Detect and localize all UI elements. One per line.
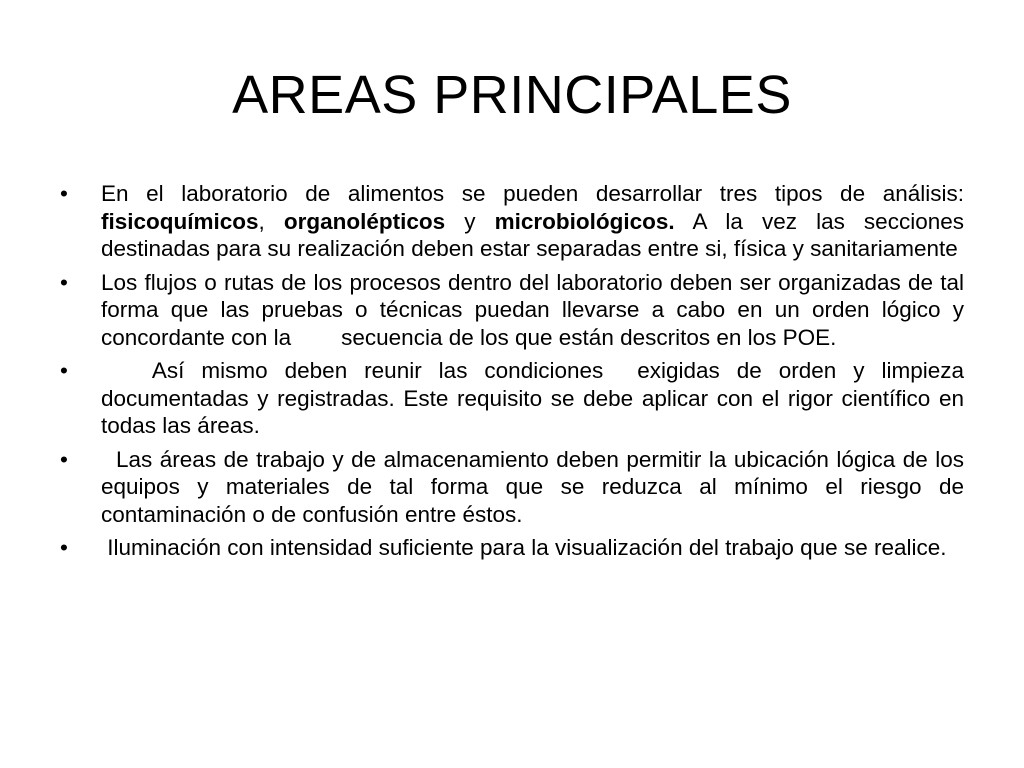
text-segment: Las áreas de trabajo y de almacenamiento deben permitir la ubicación lógica de los equipos y materiales de tal forma que se reduzca al mínimo el riesgo de contaminación o de confusión entre éstos.: [101, 446, 964, 527]
bold-term: fisicoquímicos: [101, 208, 259, 234]
bullet-marker: •: [60, 181, 68, 206]
bullet-item: [60, 446, 964, 529]
text-segment: A la vez las secciones destinadas para su realización deben estar separadas entre si, física y sanitariamente: [101, 208, 964, 261]
bullet-text: [101, 447, 964, 527]
bullet-marker: •: [60, 269, 68, 295]
bullet-item: [60, 269, 964, 352]
text-segment: Iluminación con intensidad suficiente para la visualización del trabajo que se realice.: [101, 535, 947, 560]
bullet-text: [101, 270, 964, 350]
bold-term: organolépticos: [283, 208, 446, 234]
text-segment: En el laboratorio de alimentos se pueden desarrollar tres tipos de análisis:: [101, 181, 964, 206]
bullet-item: [60, 534, 964, 562]
text-segment: Los flujos o rutas de los procesos dentro del laboratorio deben ser organizadas de tal forma que las pruebas o técnicas puedan llevarse a cabo en un orden lógico y concordante con la secuencia de los que están descritos en los POE.: [101, 269, 964, 350]
text-segment: Así mismo deben reunir las condiciones exigidas de orden y limpieza documentadas y registradas. Este requisito se debe aplicar con el rigor científico en todas las áreas.: [101, 358, 964, 438]
text-segment: ,: [258, 208, 284, 234]
bullet-text: [101, 535, 947, 560]
bullet-marker: •: [60, 535, 68, 560]
bullet-item: [60, 357, 964, 440]
slide-title: AREAS PRINCIPALES: [232, 65, 792, 125]
text-segment: y: [445, 208, 495, 234]
bullet-text: [101, 358, 964, 438]
bold-term: microbiológicos.: [494, 208, 675, 234]
bullet-item: [60, 180, 964, 263]
bullet-text: [101, 181, 964, 261]
bullet-marker: •: [60, 358, 68, 383]
bullet-marker: •: [60, 446, 68, 472]
bullet-list: [60, 180, 964, 568]
